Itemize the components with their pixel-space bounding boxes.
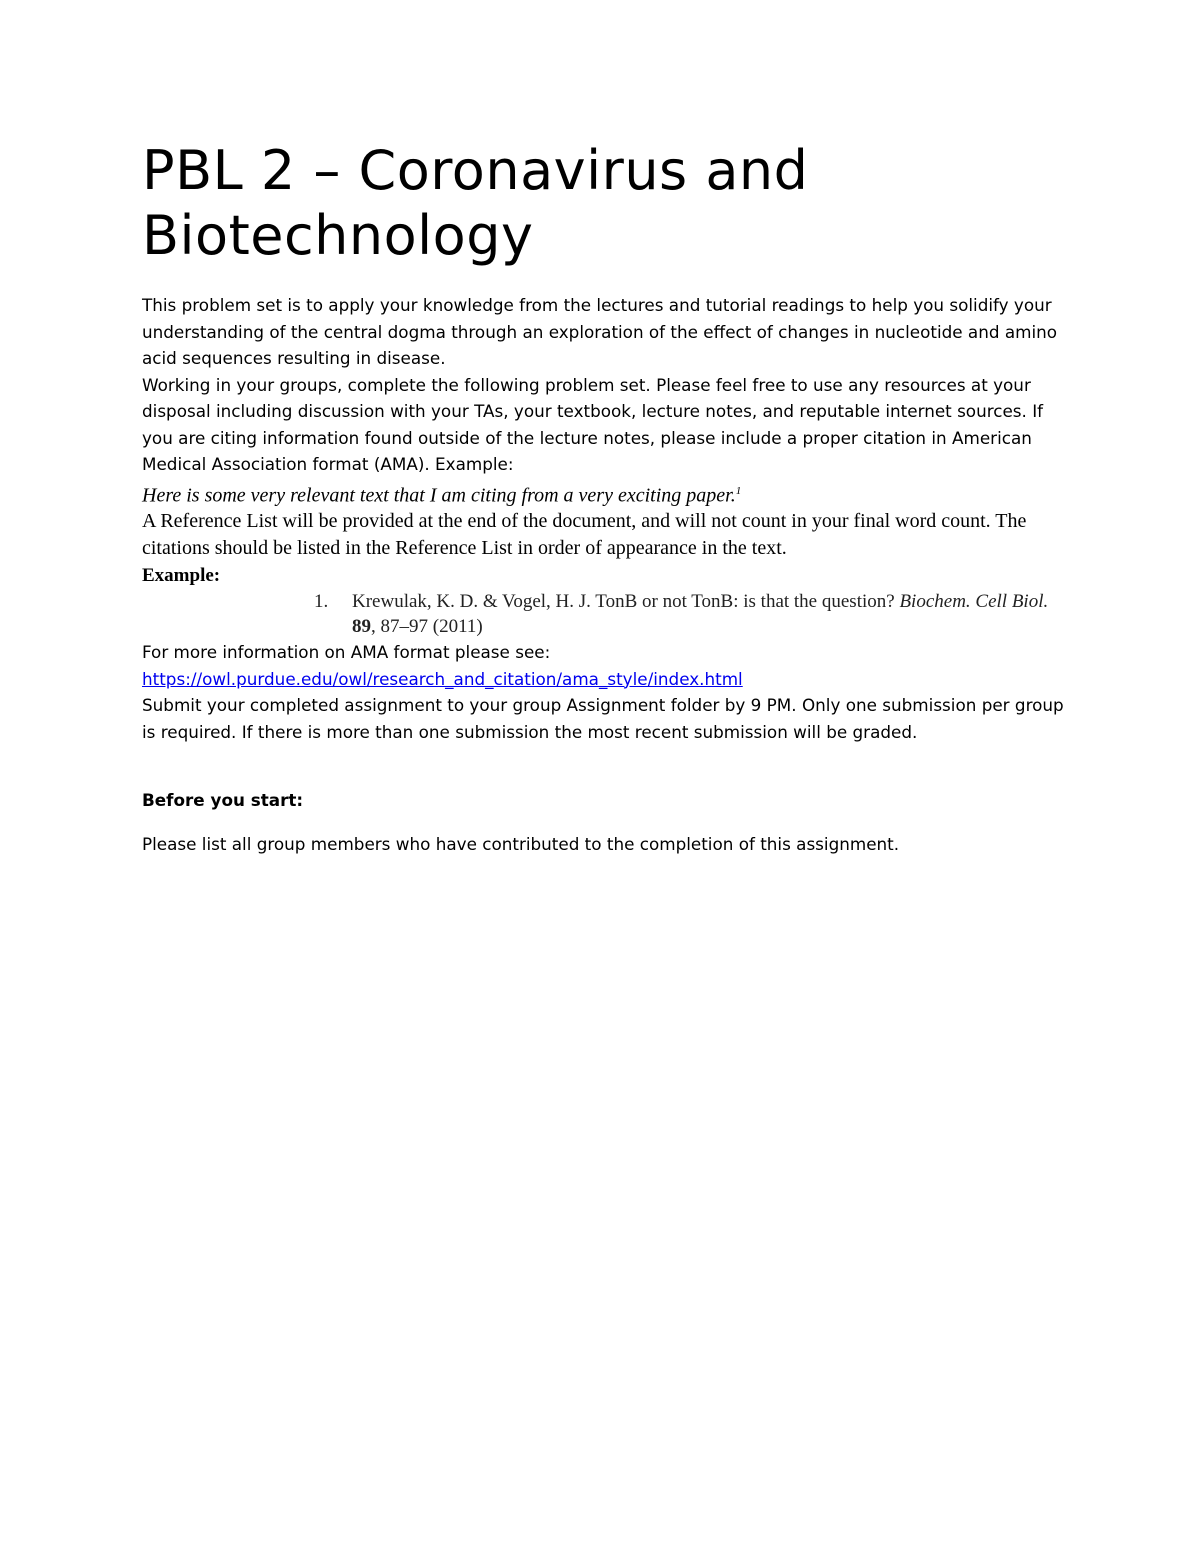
document-content: [142, 138, 1072, 858]
more-info-label: For more information on AMA format please see:: [142, 642, 551, 663]
reference-pages-year: , 87–97 (2011): [371, 616, 483, 638]
reference-number: 1.: [314, 591, 329, 613]
example-quote-text: Here is some very relevant text that I am citing from a very exciting paper.: [142, 484, 736, 507]
example-quote: [142, 478, 1072, 509]
submission-paragraph: Submit your completed assignment to your group Assignment folder by 9 PM. Only one submission per group is required. If there is more than one submission the most recent submission will be graded.: [142, 695, 1064, 742]
reference-list-item: [314, 589, 1072, 639]
link-line: [142, 666, 1072, 693]
ama-format-link[interactable]: https://owl.purdue.edu/owl/research_and_citation/ama_style/index.html: [142, 668, 743, 689]
before-start-heading: Before you start:: [142, 790, 304, 811]
reference-volume: 89: [352, 616, 371, 638]
reference-authors-title: Krewulak, K. D. & Vogel, H. J. TonB or not TonB: is that the question?: [352, 591, 895, 613]
reference-list-note: A Reference List will be provided at the end of the document, and will not count in your final word count. The citations should be listed in the Reference List in order of appearance in the text.: [142, 510, 1027, 560]
intro-paragraph: This problem set is to apply your knowledge from the lectures and tutorial readings to help you solidify your understanding of the central dogma through an exploration of the effect of changes in nucleotide and amino acid sequences resulting in disease.: [142, 295, 1058, 368]
example-quote-superscript: 1: [735, 484, 742, 497]
example-label: Example:: [142, 565, 221, 587]
group-members-prompt: Please list all group members who have contributed to the completion of this assignment.: [142, 834, 900, 855]
instructions-paragraph: Working in your groups, complete the following problem set. Please feel free to use any resources at your disposal including discussion with your TAs, your textbook, lecture notes, and reputable internet sources. If you are citing information found outside of the lecture notes, please include a proper citation in American Medical Association format (AMA). Example:: [142, 374, 1044, 474]
document-title: PBL 2 – Coronavirus and Biotechnology: [142, 139, 809, 267]
reference-journal: Biochem. Cell Biol.: [899, 591, 1049, 613]
reference-body: [352, 589, 1072, 639]
